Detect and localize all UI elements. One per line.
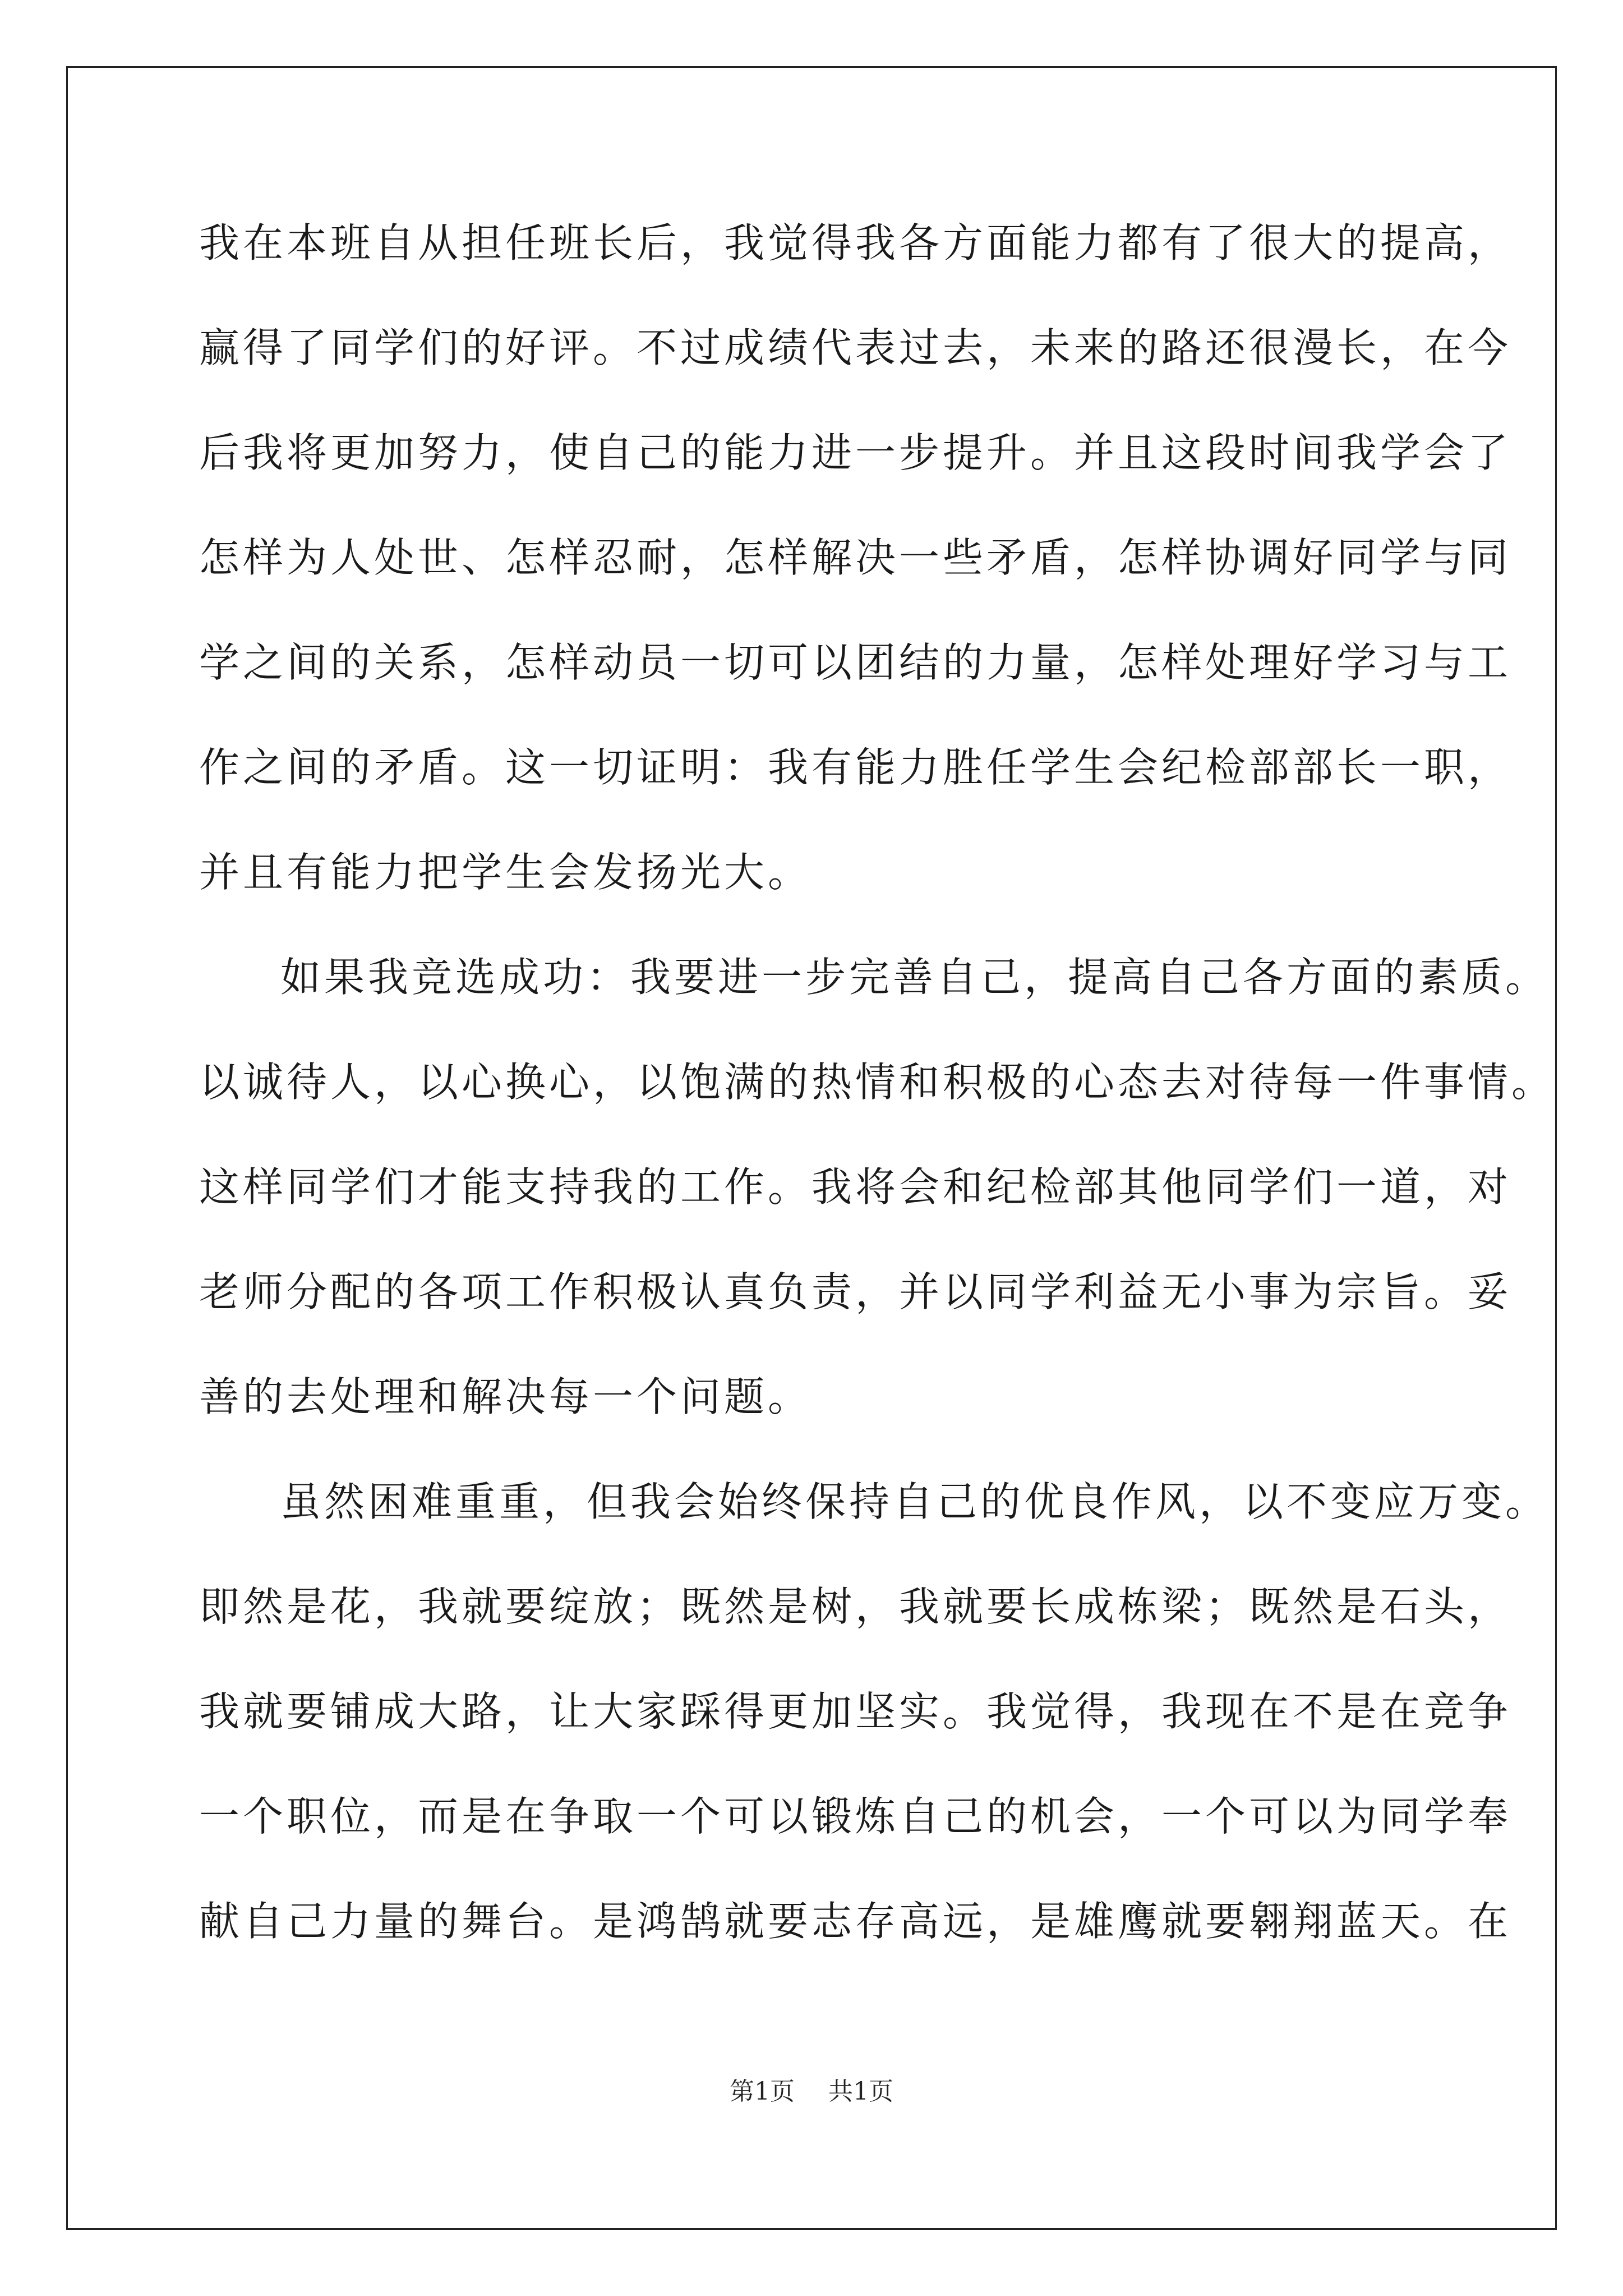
page-number-total: 共1页: [828, 2077, 893, 2106]
document-body: [199, 191, 1556, 1974]
text-line: 一个职位，而是在争取一个可以锻炼自己的机会，一个可以为同学奉: [199, 1793, 1512, 1840]
text-line: 并且有能力把学生会发扬光大。: [199, 849, 812, 896]
text-line: 作之间的矛盾。这一切证明：我有能力胜任学生会纪检部部长一职，: [199, 744, 1512, 791]
text-line: 赢得了同学们的好评。不过成绩代表过去，未来的路还很漫长，在今: [199, 324, 1512, 371]
text-line: 后我将更加努力，使自己的能力进一步提升。并且这段时间我学会了: [199, 429, 1512, 476]
text-line: 以诚待人，以心换心，以饱满的热情和积极的心态去对待每一件事情。: [199, 1059, 1556, 1106]
text-line: 学之间的关系，怎样动员一切可以团结的力量，怎样处理好学习与工: [199, 639, 1512, 686]
paragraph-first-line: 虽然困难重重，但我会始终保持自己的优良作风，以不变应万变。: [280, 1478, 1550, 1525]
text-line: 善的去处理和解决每一个问题。: [199, 1373, 812, 1420]
page-footer: [0, 2071, 1623, 2107]
text-line: 我就要铺成大路，让大家踩得更加坚实。我觉得，我现在不是在竞争: [199, 1688, 1512, 1735]
text-line: 怎样为人处世、怎样忍耐，怎样解决一些矛盾，怎样协调好同学与同: [199, 534, 1512, 581]
text-line: 这样同学们才能支持我的工作。我将会和纪检部其他同学们一道，对: [199, 1163, 1512, 1211]
text-line: 老师分配的各项工作积极认真负责，并以同学利益无小事为宗旨。妥: [199, 1268, 1512, 1315]
text-line: 我在本班自从担任班长后，我觉得我各方面能力都有了很大的提高，: [199, 219, 1512, 266]
text-line: 献自己力量的舞台。是鸿鹄就要志存高远，是雄鹰就要翱翔蓝天。在: [199, 1898, 1512, 1945]
text-line: 即然是花，我就要绽放；既然是树，我就要长成栋梁；既然是石头，: [199, 1583, 1512, 1630]
page-number-current: 第1页: [730, 2077, 795, 2106]
paragraph-first-line: 如果我竞选成功：我要进一步完善自己，提高自己各方面的素质。: [280, 954, 1550, 1001]
